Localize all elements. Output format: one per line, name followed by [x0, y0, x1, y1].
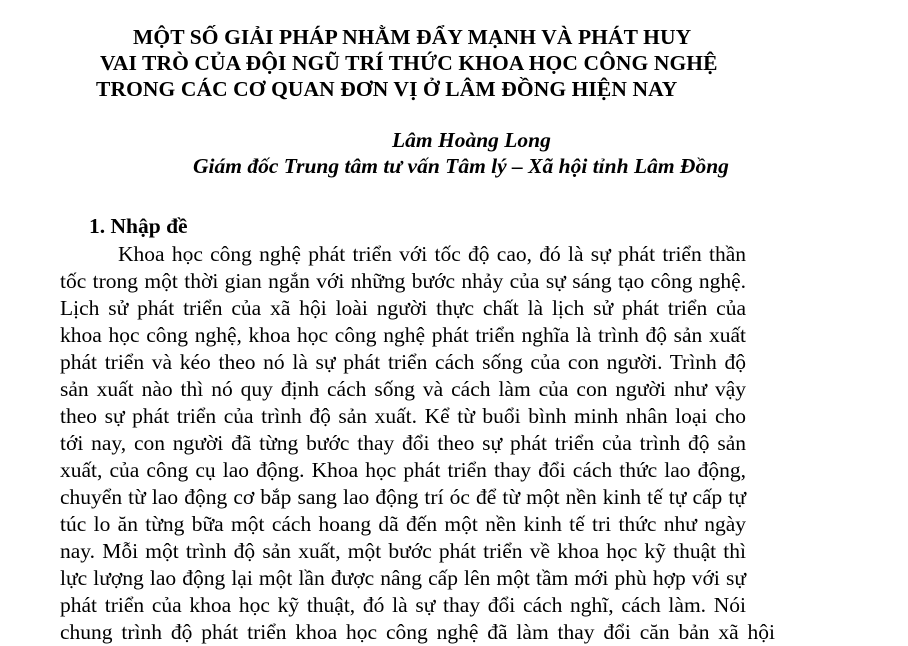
body-line: khoa học công nghệ, khoa học công nghệ phát triển nghĩa là trình độ sản xuất — [60, 323, 746, 347]
body-line: xuất, của công cụ lao động. Khoa học phát triển thay đổi cách thức lao động, — [60, 458, 746, 482]
body-line: theo sự phát triển của trình độ sản xuất. Kể từ buổi bình minh nhân loại cho — [60, 404, 746, 428]
body-line: lực lượng lao động lại một lần được nâng cấp lên một tầm mới phù hợp với sự — [60, 566, 746, 590]
body-line: phát triển và kéo theo nó là sự phát triển cách sống của con người. Trình độ — [60, 350, 746, 374]
body-line: tốc trong một thời gian ngắn với những bước nhảy của sự sáng tạo công nghệ. — [60, 269, 746, 293]
body-line: túc lo ăn từng bữa một cách hoang dã đến một nền kinh tế tri thức như ngày — [60, 512, 746, 536]
body-line: sản xuất nào thì nó quy định cách sống và cách làm của con người như vậy — [60, 377, 746, 401]
title-line-3: TRONG CÁC CƠ QUAN ĐƠN VỊ Ở LÂM ĐỒNG HIỆN NAY — [96, 77, 678, 101]
body-line: tới nay, con người đã từng bước thay đổi theo sự phát triển của trình độ sản — [60, 431, 746, 455]
body-line: chuyển từ lao động cơ bắp sang lao động trí óc để từ một nền kinh tế tự cấp tự — [60, 485, 746, 509]
body-line: Khoa học công nghệ phát triển với tốc độ cao, đó là sự phát triển thần — [118, 242, 746, 266]
title-line-1: MỘT SỐ GIẢI PHÁP NHẰM ĐẨY MẠNH VÀ PHÁT HUY — [133, 25, 692, 49]
body-line: Lịch sử phát triển của xã hội loài người thực chất là lịch sử phát triển của — [60, 296, 746, 320]
title-line-2: VAI TRÒ CỦA ĐỘI NGŨ TRÍ THỨC KHOA HỌC CÔNG NGHỆ — [100, 51, 718, 75]
author-name: Lâm Hoàng Long — [392, 128, 551, 152]
body-line: phát triển của khoa học kỹ thuật, đó là sự thay đổi cách nghĩ, cách làm. Nói — [60, 593, 746, 617]
body-line: nay. Mỗi một trình độ sản xuất, một bước phát triển về khoa học kỹ thuật thì — [60, 539, 746, 563]
section-heading: 1. Nhập đề — [89, 214, 188, 238]
body-line: chung trình độ phát triển khoa học công nghệ đã làm thay đổi căn bản xã hội — [60, 620, 775, 644]
author-affiliation: Giám đốc Trung tâm tư vấn Tâm lý – Xã hội tỉnh Lâm Đồng — [193, 154, 729, 178]
